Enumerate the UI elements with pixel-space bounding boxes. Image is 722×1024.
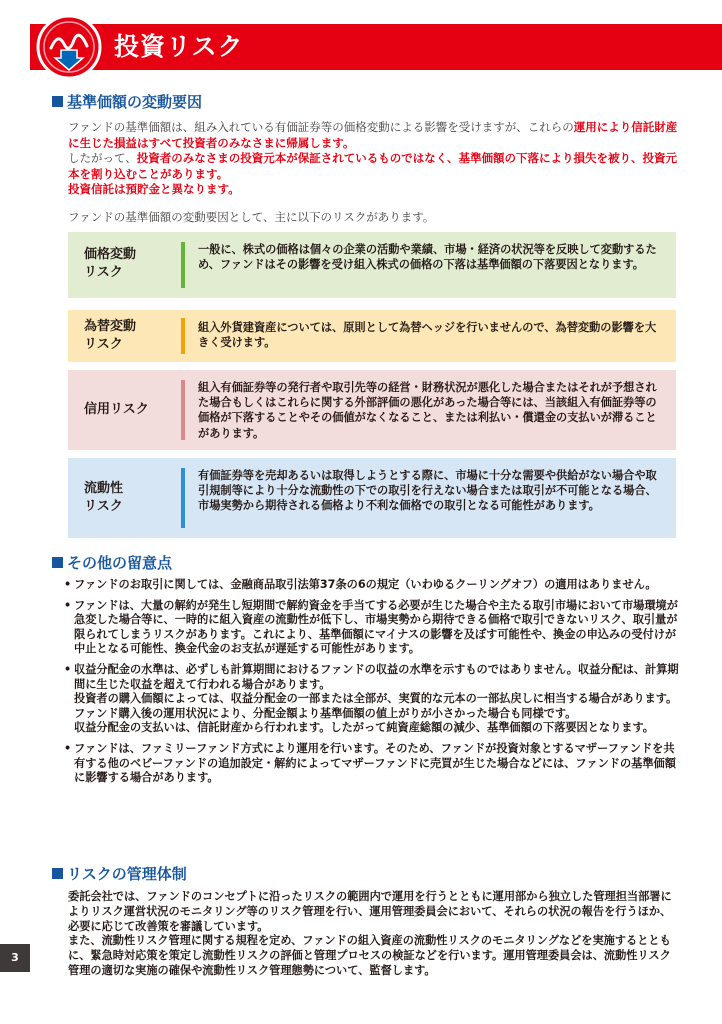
intro-p2-red: 投資者のみなさまの投資元本が保証されているものではなく、基準価額の下落により損失を被り、投資元本を割り込むことがあります。 (68, 151, 678, 181)
risk-name: 信用リスク (84, 402, 149, 417)
risk-emblem-icon (36, 14, 102, 80)
risk-accent-bar (181, 380, 185, 440)
bullet-icon: • (64, 578, 72, 591)
intro-p1: ファンドの基準価額は、組み入れている有価証券等の価格変動による影響を受けますが、これらの (68, 120, 574, 134)
list-item-text: ファンドは、ファミリーファンド方式により運用を行います。そのため、ファンドが投資対象とするマザーファンドを共有する他のベビーファンドの追加設定・解約によってマザーファンドに売買が生じた場合などには、ファンドの基準価額に影響する場合があります。 (74, 741, 676, 785)
risk-box-price (68, 232, 676, 298)
risk-management-p2: また、流動性リスク管理に関する規程を定め、ファンドの組入資産の流動性リスクのモニタリングなどを実施するとともに、緊急時対応策を策定し流動性リスクの評価と管理プロセスの検証などを行います。運用管理委員会は、流動性リスク管理の適切な実施の確保や流動性リスク管理態勢について、監督します。 (68, 934, 671, 977)
intro-p2: したがって、 (68, 151, 137, 165)
heading-square-icon (52, 557, 63, 568)
bullet-icon: • (64, 741, 72, 755)
intro-p1-red: 運用により信託財産に生じた損益はすべて投資者のみなさまに帰属します。 (68, 120, 678, 150)
list-item (64, 742, 680, 786)
section-heading-other-notes (52, 553, 172, 573)
page-number: 3 (0, 944, 30, 972)
list-item (64, 578, 680, 593)
risk-name: 流動性 リスク (84, 481, 124, 514)
list-item-text: 収益分配金の水準は、必ずしも計算期間におけるファンドの収益の水準を示すものではありません。収益分配は、計算期間に生じた収益を超えて行われる場合があります。 (74, 662, 679, 691)
risk-accent-bar (181, 242, 185, 288)
heading-text: 基準価額の変動要因 (67, 93, 203, 111)
list-item (64, 599, 680, 657)
list-item (64, 663, 680, 736)
risk-accent-bar (181, 318, 185, 354)
page-title: 投資リスク (114, 32, 244, 61)
risk-description: 組入有価証券等の発行者や取引先等の経営・財務状況が悪化した場合またはそれが予想された場合もしくはこれらに関する外部評価の悪化があった場合等には、当該組入有価証券等の価格が下落することやその価値がなくなること、または利払い・償還金の支払いが滞ることがあります。 (198, 381, 657, 440)
risk-description: 組入外貨建資産については、原則として為替ヘッジを行いませんので、為替変動の影響を大きく受けます。 (198, 321, 657, 350)
intro-p3-red: 投資信託は預貯金と異なります。 (68, 182, 240, 196)
risk-description: 一般に、株式の価格は個々の企業の活動や業績、市場・経済の状況等を反映して変動するため、ファンドはその影響を受け組入株式の価格の下落は基準価額の下落要因となります。 (198, 243, 657, 272)
risk-management-text (68, 890, 680, 979)
risk-lead-text: ファンドの基準価額の変動要因として、主に以下のリスクがあります。 (68, 210, 435, 224)
list-item-text: 投資者の購入価額によっては、収益分配金の一部または全部が、実質的な元本の一部払戻しに相当する場合があります。ファンド購入後の運用状況により、分配金額より基準価額の値上がりが小さかった場合も同様です。 (74, 692, 678, 720)
risk-box-liquidity (68, 458, 676, 538)
notes-list (64, 578, 680, 792)
risk-box-credit (68, 370, 676, 450)
list-item-text: ファンドのお取引に関しては、金融商品取引法第37条の6の規定（いわゆるクーリングオフ）の適用はありません。 (74, 578, 657, 591)
bullet-icon: • (64, 662, 72, 676)
heading-square-icon (52, 868, 63, 879)
list-item-text: 収益分配金の支払いは、信託財産から行われます。したがって純資産総額の減少、基準価額の下落要因となります。 (74, 721, 654, 735)
section-heading-price-factors (52, 92, 202, 112)
list-item-text: ファンドは、大量の解約が発生し短期間で解約資金を手当てする必要が生じた場合や主たる取引市場において市場環境が急変した場合等に、一時的に組入資産の流動性が低下し、市場実勢から期待できる価格で取引できないリスク、取引量が限られてしまうリスクがあります。これにより、基準価額にマイナスの影響を及ぼす可能性や、換金の申込みの受付けが中止となる可能性、換金代金のお支払が遅延する可能性があります。 (74, 598, 678, 656)
heading-text: その他の留意点 (67, 554, 173, 572)
risk-accent-bar (181, 468, 185, 528)
intro-text (68, 120, 680, 198)
risk-box-fx (68, 310, 676, 362)
risk-management-p1: 委託会社では、ファンドのコンセプトに沿ったリスクの範囲内で運用を行うとともに運用部から独立した管理担当部署によりリスク運営状況のモニタリング等のリスク管理を行い、運用管理委員会において、それらの状況の報告を行うほか、必要に応じて改善策を審議しています。 (68, 890, 672, 933)
risk-name: 為替変動 リスク (84, 319, 137, 352)
section-heading-risk-management (52, 864, 187, 884)
risk-description: 有価証券等を売却あるいは取得しようとする際に、市場に十分な需要や供給がない場合や取引規制等により十分な流動性の下での取引を行えない場合または取引が不可能となる場合、市場実勢から期待される価格より不利な価格での取引となる可能性があります。 (198, 469, 657, 513)
heading-square-icon (52, 96, 63, 107)
bullet-icon: • (64, 598, 72, 612)
heading-text: リスクの管理体制 (67, 865, 187, 883)
risk-name: 価格変動 リスク (84, 247, 137, 280)
